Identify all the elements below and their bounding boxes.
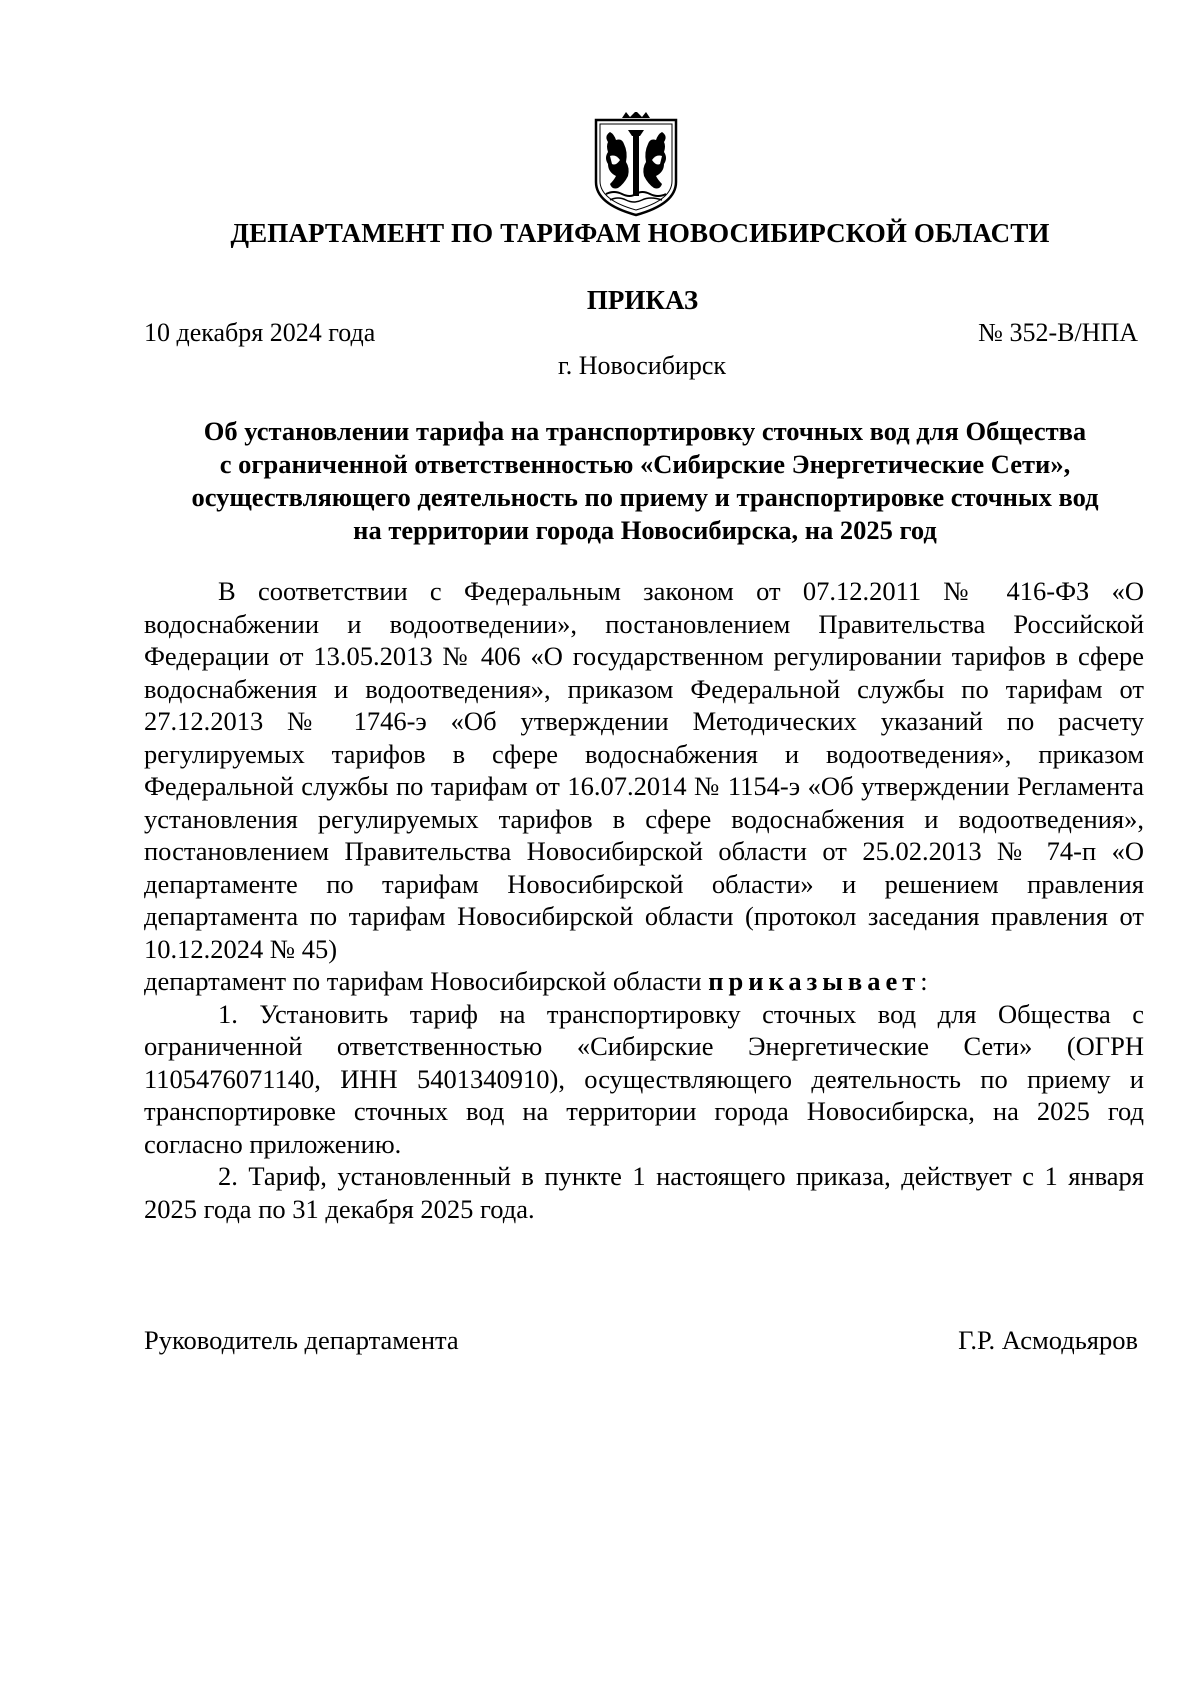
order-date: 10 декабря 2024 года	[144, 318, 376, 347]
decree-colon: :	[920, 966, 928, 996]
order-item-1: 1. Установить тариф на транспортировку сточных вод для Общества с ограниченной ответственностью «Сибирские Энергетические Сети» (ОГРН 1105476071140, ИНН 5401340910), осуществляющего деятельность по приему и транспортировке сточных вод на территории города Новосибирска, на 2025 год согласно приложению.	[144, 998, 1144, 1159]
decree-lead: департамент по тарифам Новосибирской области	[144, 966, 709, 996]
department-title: ДЕПАРТАМЕНТ ПО ТАРИФАМ НОВОСИБИРСКОЙ ОБЛАСТИ	[230, 218, 1050, 248]
coat-of-arms-icon	[592, 112, 680, 217]
subject-line: с ограниченной ответственностью «Сибирские Энергетические Сети»,	[219, 449, 1071, 479]
order-number: № 352-В/НПА	[978, 318, 1138, 347]
signatory-role: Руководитель департамента	[144, 1325, 459, 1355]
preamble-paragraph: В соответствии с Федеральным законом от 07.12.2011 № 416-ФЗ «О водоснабжении и водоотведении», постановлением Правительства Российской Федерации от 13.05.2013 № 406 «О государственном регулировании тарифов в сфере водоснабжения и водоотведения», приказом Федеральной службы по тарифам от 27.12.2013 № 1746-э «Об утверждении Методических указаний по расчету регулируемых тарифов в сфере водоснабжения и водоотведения», приказом Федеральной службы по тарифам от 16.07.2014 № 1154-э «Об утверждении Регламента установления регулируемых тарифов в сфере водоснабжения и водоотведения», постановлением Правительства Новосибирской области от 25.02.2013 № 74-п «О департаменте по тарифам Новосибирской области» и решением правления департамента по тарифам Новосибирской области (протокол заседания правления от 10.12.2024 № 45)	[144, 576, 1144, 964]
order-city: г. Новосибирск	[557, 351, 727, 380]
signatory-name: Г.Р. Асмодьяров	[958, 1325, 1138, 1355]
order-item-2: 2. Тариф, установленный в пункте 1 настоящего приказа, действует с 1 января 2025 года по 31 декабря 2025 года.	[144, 1161, 1144, 1224]
order-subject	[140, 415, 1150, 547]
document-type: ПРИКАЗ	[586, 285, 699, 315]
decree-line	[144, 965, 1144, 998]
decree-word: приказывает	[708, 966, 921, 996]
subject-line: Об установлении тарифа на транспортировку сточных вод для Общества	[203, 416, 1087, 446]
subject-line: осуществляющего деятельность по приему и транспортировке сточных вод	[191, 482, 1099, 512]
subject-line: на территории города Новосибирска, на 2025 год	[353, 515, 937, 545]
order-body	[144, 575, 1144, 1225]
